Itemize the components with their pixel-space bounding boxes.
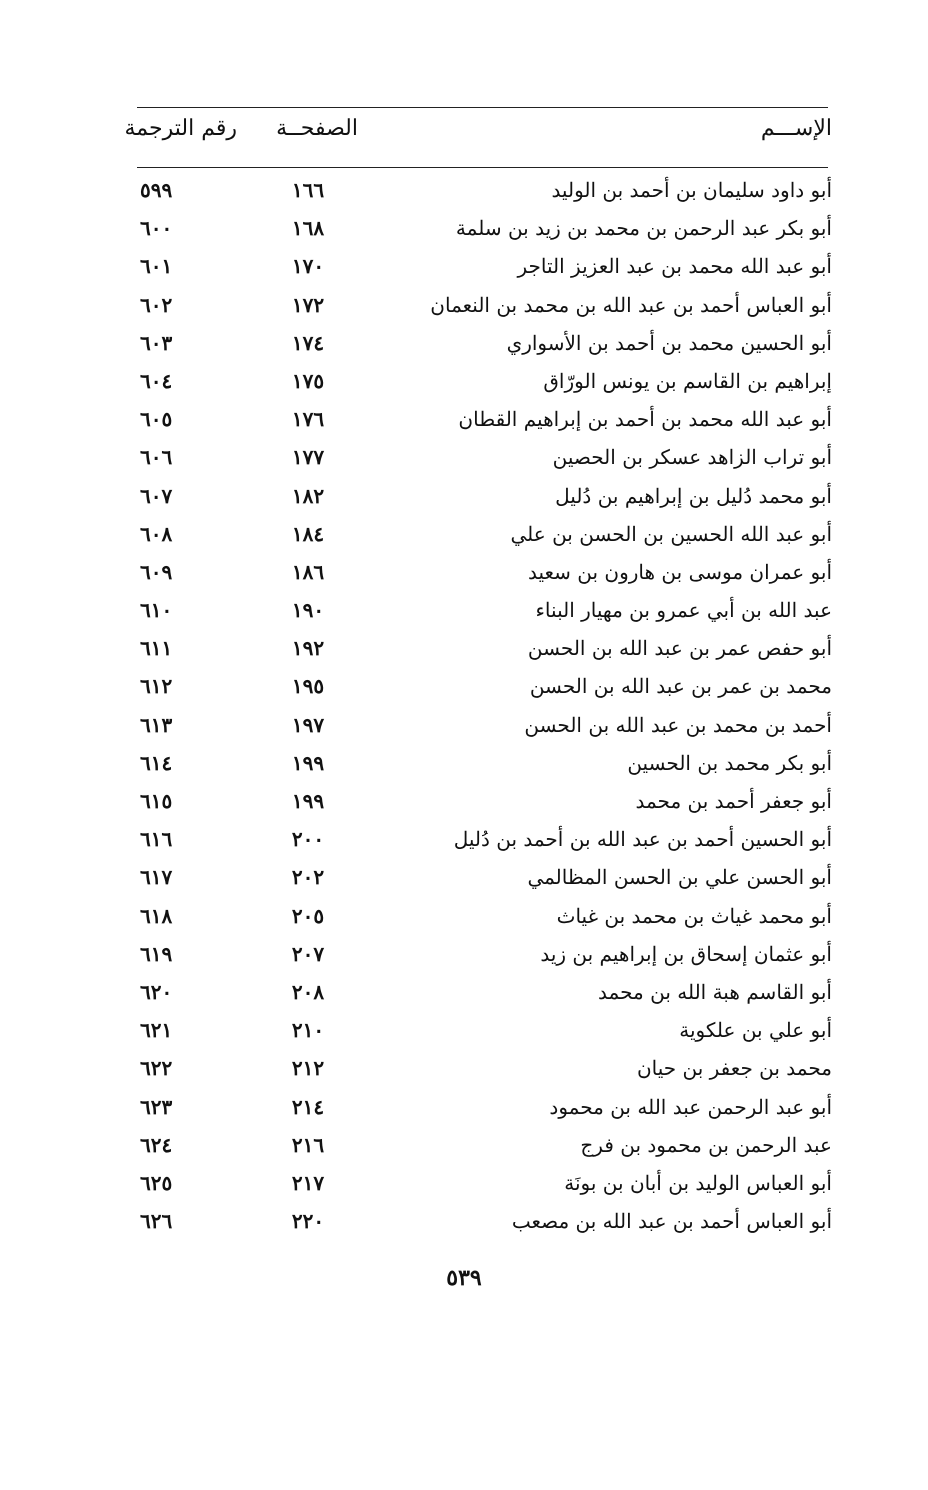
entry-name: أبو حفص عمر بن عبد الله بن الحسن [527,636,832,661]
table-row [0,858,928,896]
entry-page: ١٨٤ [291,521,325,546]
entry-number: ٦٠٨ [140,521,173,546]
table-row [0,400,928,438]
entry-page: ١٧٥ [291,368,325,393]
entry-number: ٦٢٢ [140,1056,173,1081]
entry-page: ٢٢٠ [291,1209,325,1234]
entry-page: ١٩٧ [291,712,325,737]
entry-page: ١٨٢ [291,483,325,508]
entry-name: عبد الرحمن بن محمود بن فرج [580,1132,832,1157]
entry-name: عبد الله بن أبي عمرو بن مهيار البناء [535,598,832,623]
entry-name: إبراهيم بن القاسم بن يونس الورّاق [543,368,832,393]
entry-number: ٦٢٥ [140,1170,173,1195]
entry-number: ٦١١ [140,636,173,661]
entry-number: ٦١٢ [140,674,173,699]
entry-name: أبو العباس الوليد بن أبان بن بونَة [564,1170,832,1195]
table-row [0,744,928,782]
table-row [0,706,928,744]
table-row [0,591,928,629]
table-row [0,667,928,705]
entry-number: ٦١٦ [140,827,173,852]
entry-number: ٦٢٦ [140,1209,173,1234]
entry-page: ١٧٤ [291,330,325,355]
entry-name: أبو عبد الرحمن عبد الله بن محمود [549,1094,832,1119]
table-header [0,116,928,156]
table-row [0,477,928,515]
table-row [0,1011,928,1049]
entry-name: أبو تراب الزاهد عسكر بن الحصين [552,445,832,470]
top-rule [137,107,828,108]
entry-number: ٦٠٢ [140,292,173,317]
table-row [0,629,928,667]
table-row [0,782,928,820]
entry-page: ١٩٠ [291,598,325,623]
entry-name: أبو الحسن علي بن الحسن المظالمي [527,865,832,890]
entry-page: ٢١٤ [291,1094,325,1119]
table-row [0,515,928,553]
entry-name: أبو عمران موسى بن هارون بن سعيد [527,559,832,584]
entry-page: ١٩٩ [291,789,325,813]
entry-number: ٦٠١ [140,254,173,279]
header-number: رقم الترجمة [124,116,237,141]
entry-page: ٢١٦ [291,1132,325,1157]
entry-name: أبو عبد الله الحسين بن الحسن بن علي [510,521,832,546]
entry-page: ٢٠٥ [291,903,325,928]
entry-name: أبو جعفر أحمد بن محمد [635,789,832,813]
entry-name: أبو عبد الله محمد بن عبد العزيز التاجر [517,254,832,279]
entry-page: ١٩٢ [291,636,325,661]
entry-name: أبو العباس أحمد بن عبد الله بن مصعب [511,1209,832,1234]
entry-number: ٦٢٠ [140,979,173,1004]
entry-number: ٦١٣ [140,712,173,737]
entry-number: ٦١٨ [140,903,173,928]
entry-name: أبو القاسم هبة الله بن محمد [598,979,832,1004]
entry-name: محمد بن عمر بن عبد الله بن الحسن [529,674,832,699]
entry-number: ٦١٩ [140,941,173,966]
entry-name: أبو داود سليمان بن أحمد بن الوليد [551,178,832,202]
entry-number: ٦٠٠ [140,216,173,241]
table-row [0,1202,928,1240]
entry-number: ٦٢٤ [140,1132,173,1157]
entry-page: ٢١٧ [291,1170,325,1195]
entry-page: ١٧٢ [291,292,325,317]
entry-number: ٦٠٩ [140,559,173,584]
entry-page: ٢٠٧ [291,941,325,966]
entry-number: ٦٠٣ [140,330,173,355]
entry-name: أبو العباس أحمد بن عبد الله بن محمد بن النعمان [430,292,832,317]
entry-name: أبو محمد دُليل بن إبراهيم بن دُليل [555,483,832,508]
entry-page: ٢٠٨ [291,979,325,1004]
entry-number: ٥٩٩ [140,178,173,202]
entry-name: أحمد بن محمد بن عبد الله بن الحسن [524,712,832,737]
header-name: الإســـم [760,116,832,141]
entry-page: ٢١٢ [291,1056,325,1081]
table-row [0,1164,928,1202]
entry-page: ٢٠٢ [291,865,325,890]
entry-page: ١٦٦ [291,178,325,202]
table-row [0,897,928,935]
table-row [0,438,928,476]
table-row [0,362,928,400]
entry-page: ١٧٧ [291,445,325,470]
table-row [0,820,928,858]
entry-number: ٦٢١ [140,1018,173,1043]
entry-number: ٦١٠ [140,598,173,623]
entry-number: ٦١٧ [140,865,173,890]
header-page: الصفحــة [276,116,358,141]
entry-name: أبو الحسين محمد بن أحمد بن الأسواري [506,330,832,355]
entry-number: ٦٠٦ [140,445,173,470]
entry-page: ١٧٦ [291,407,325,432]
entry-name: أبو بكر عبد الرحمن بن محمد بن زيد بن سلمة [455,216,832,241]
entry-number: ٦٠٧ [140,483,173,508]
entry-name: محمد بن جعفر بن حيان [636,1056,832,1081]
entry-name: أبو عثمان إسحاق بن إبراهيم بن زيد [540,941,832,966]
table-row [0,324,928,362]
entries-list [0,171,928,1240]
header-rule [137,167,828,168]
entry-page: ١٩٥ [291,674,325,699]
entry-name: أبو محمد غياث بن محمد بن غياث [556,903,832,928]
table-row [0,1049,928,1087]
table-row [0,1126,928,1164]
table-row [0,209,928,247]
entry-name: أبو عبد الله محمد بن أحمد بن إبراهيم القطان [458,407,832,432]
entry-page: ١٧٠ [291,254,325,279]
table-row [0,286,928,324]
entry-page: ٢١٠ [291,1018,325,1043]
table-row [0,553,928,591]
entry-number: ٦٠٤ [140,368,173,393]
entry-number: ٦٠٥ [140,407,173,432]
table-row [0,171,928,209]
entry-number: ٦١٤ [140,750,173,775]
entry-name: أبو الحسين أحمد بن عبد الله بن أحمد بن دُليل [453,827,832,852]
table-row [0,935,928,973]
entry-number: ٦٢٣ [140,1094,173,1119]
entry-name: أبو علي بن علكوية [679,1018,832,1043]
entry-page: ١٩٩ [291,750,325,775]
entry-number: ٦١٥ [140,789,173,813]
entry-page: ٢٠٠ [291,827,325,852]
entry-page: ١٨٦ [291,559,325,584]
entry-page: ١٦٨ [291,216,325,241]
table-row [0,1088,928,1126]
page-number: ٥٣٩ [446,1265,482,1291]
entry-name: أبو بكر محمد بن الحسين [627,750,832,775]
table-row [0,973,928,1011]
table-row [0,247,928,285]
